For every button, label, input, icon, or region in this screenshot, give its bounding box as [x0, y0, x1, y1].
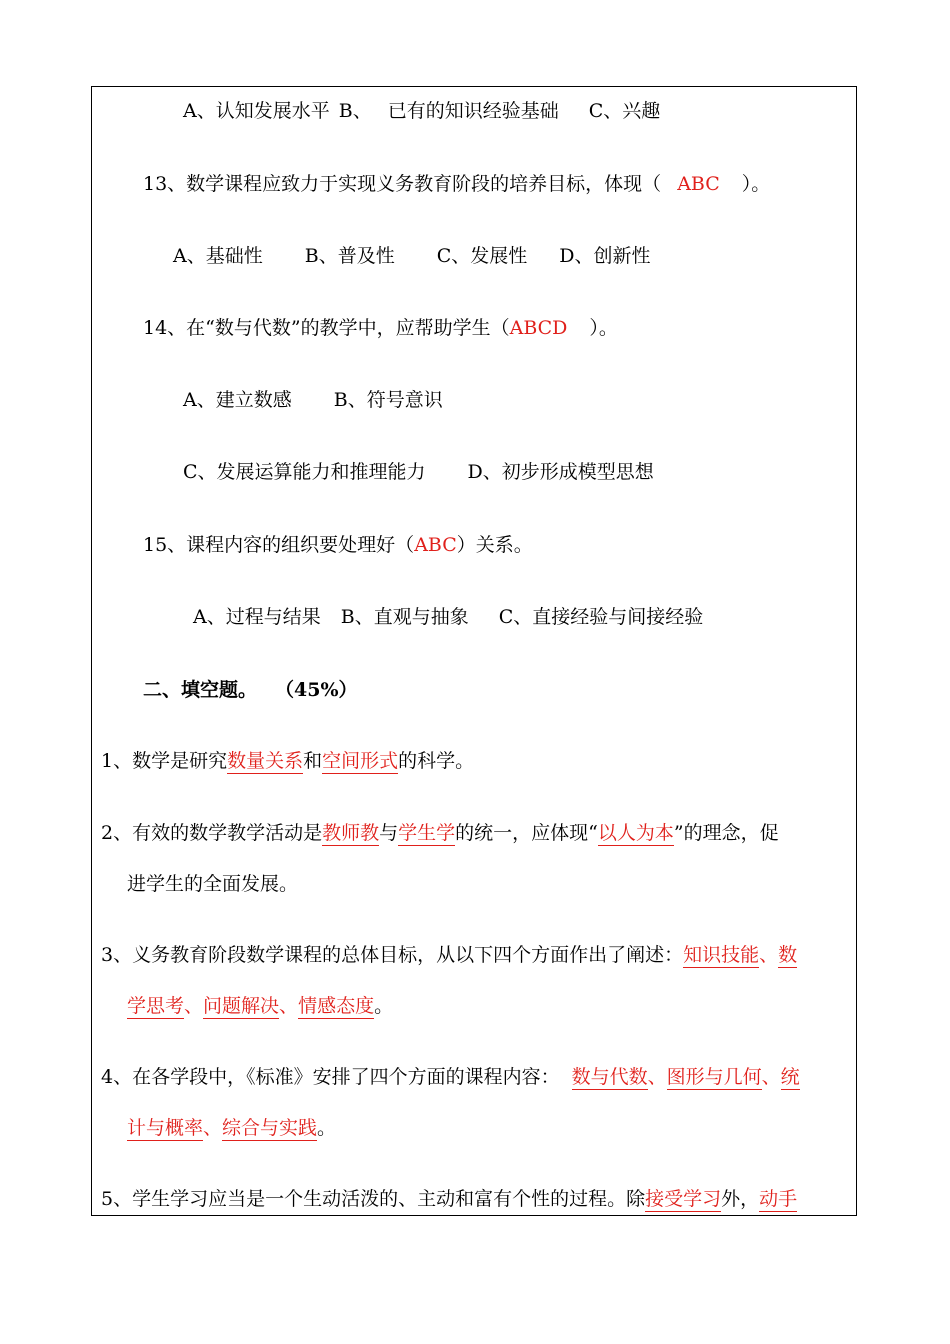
q15-stem: [143, 532, 533, 558]
q13-option-a: A、基础性: [173, 245, 263, 267]
q12-option-b: B、: [338, 100, 372, 122]
fill3-answer-1: 知识技能: [683, 944, 760, 966]
fill4-answer-3-end: 计与概率: [127, 1117, 204, 1139]
fill-question-2: [101, 820, 779, 846]
q15-answer: ABC: [414, 534, 457, 556]
q13-option-c: C、发展性: [436, 245, 528, 267]
fill4-end: 。: [317, 1117, 337, 1139]
q14-options-row1: [183, 387, 443, 413]
section-percent: （45%）: [275, 679, 358, 701]
q14-option-b: B、符号意识: [333, 389, 443, 411]
q13-option-b: B、普及性: [304, 245, 395, 267]
fill4-sep-1: 、: [647, 1066, 667, 1088]
q13-stem-end: ）。: [741, 173, 771, 195]
fill1-text-3: 的科学。: [398, 750, 475, 772]
fill4-sep-2: 、: [761, 1066, 781, 1088]
q15-options: [193, 604, 703, 630]
fill1-answer-1: 数量关系: [227, 750, 304, 772]
fill2-text-2: 与: [379, 822, 399, 844]
section-title: [143, 677, 358, 703]
fill5-text-2: 外，: [721, 1188, 760, 1210]
fill2-answer-3: 以人为本: [597, 822, 674, 844]
q12-options: [183, 98, 660, 124]
fill3-sep-2: 、: [184, 995, 204, 1017]
q14-options-row2: [183, 459, 654, 485]
q13-option-d: D、创新性: [559, 245, 651, 267]
fill1-text-2: 和: [303, 750, 323, 772]
q13-answer: ABC: [677, 173, 720, 195]
fill3-text-1: 3、义务教育阶段数学课程的总体目标，从以下四个方面作出了阐述：: [101, 944, 684, 966]
fill4-answer-2: 图形与几何: [666, 1066, 762, 1088]
q15-stem-end: ）关系。: [456, 534, 533, 556]
fill3-sep-3: 、: [279, 995, 299, 1017]
fill-question-4: [101, 1064, 800, 1090]
fill1-text-1: 1、数学是研究: [101, 750, 228, 772]
fill-question-3: [101, 942, 797, 968]
fill3-answer-2-end: 学思考: [127, 995, 185, 1017]
fill-question-4-cont: [127, 1115, 336, 1141]
fill2-text-5: 进学生的全面发展。: [127, 873, 299, 895]
q13-options: [173, 243, 650, 269]
q13-stem: [143, 171, 770, 197]
fill4-answer-4: 综合与实践: [222, 1117, 318, 1139]
q14-option-c: C、发展运算能力和推理能力: [183, 461, 426, 483]
fill4-answer-1: 数与代数: [571, 1066, 648, 1088]
fill3-answer-2-start: 数: [778, 944, 798, 966]
fill5-answer-1: 接受学习: [645, 1188, 722, 1210]
q15-option-a: A、过程与结果: [193, 606, 321, 628]
fill2-answer-1: 教师教: [322, 822, 380, 844]
fill1-answer-2: 空间形式: [322, 750, 399, 772]
fill5-text-1: 5、学生学习应当是一个生动活泼的、主动和富有个性的过程。除: [101, 1188, 646, 1210]
fill-question-1: [101, 748, 474, 774]
fill-question-5: [101, 1186, 797, 1212]
q14-answer: ABCD: [509, 317, 568, 339]
q13-stem-text: 13、数学课程应致力于实现义务教育阶段的培养目标，体现（: [143, 173, 662, 195]
q15-option-c: C、直接经验与间接经验: [498, 606, 704, 628]
fill3-answer-4: 情感态度: [298, 995, 375, 1017]
q15-option-b: B、直观与抽象: [340, 606, 469, 628]
fill4-text-1: 4、在各学段中，《标准》安排了四个方面的课程内容：: [101, 1066, 560, 1088]
fill-question-3-cont: [127, 993, 393, 1019]
fill3-sep-1: 、: [759, 944, 779, 966]
q15-stem-text: 15、课程内容的组织要处理好（: [143, 534, 415, 556]
fill2-text-1: 2、有效的数学教学活动是: [101, 822, 323, 844]
fill4-answer-3-start: 统: [780, 1066, 800, 1088]
q14-stem: [143, 315, 618, 341]
q14-option-a: A、建立数感: [183, 389, 292, 411]
q12-option-c: C、兴趣: [588, 100, 661, 122]
q12-option-a: A、认知发展水平: [183, 100, 330, 122]
q14-stem-end: ）。: [589, 317, 618, 339]
fill5-answer-2: 动手: [759, 1188, 798, 1210]
fill2-answer-2: 学生学: [398, 822, 456, 844]
fill3-end: 。: [374, 995, 394, 1017]
fill4-sep-3: 、: [203, 1117, 223, 1139]
q14-stem-text: 14、在“数与代数”的教学中，应帮助学生（: [143, 317, 510, 339]
fill-question-2-cont: [127, 871, 298, 897]
fill2-text-3: 的统一，应体现“: [455, 822, 598, 844]
fill3-answer-3: 问题解决: [203, 995, 280, 1017]
q12-option-b-text: 已有的知识经验基础: [387, 100, 559, 122]
q14-option-d: D、初步形成模型思想: [467, 461, 654, 483]
fill2-text-4: ”的理念，促: [673, 822, 779, 844]
section-title-text: 二、填空题。: [143, 679, 258, 701]
